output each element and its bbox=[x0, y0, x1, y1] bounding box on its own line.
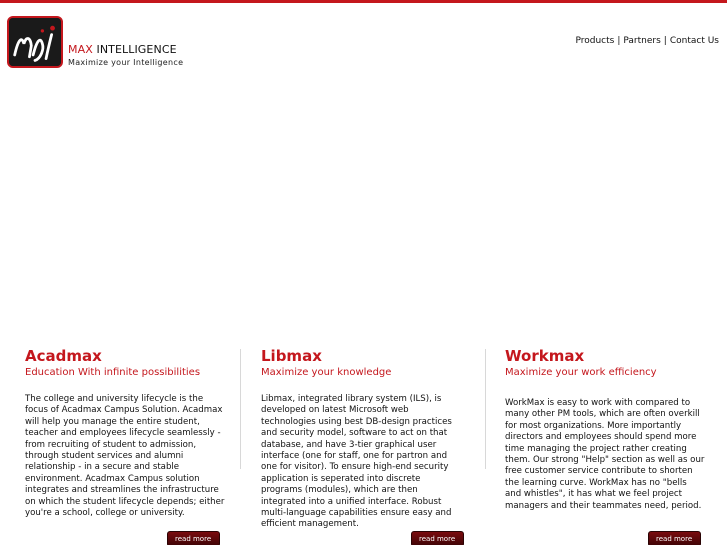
product-subtitle: Education With infinite possibilities bbox=[25, 367, 201, 378]
brand-name-part2: INTELLIGENCE bbox=[96, 43, 177, 56]
nav-separator: | bbox=[617, 36, 621, 46]
product-subtitle: Maximize your knowledge bbox=[261, 367, 392, 378]
product-title: Acadmax bbox=[25, 347, 102, 365]
product-libmax bbox=[261, 347, 463, 531]
logo-icon[interactable] bbox=[7, 16, 63, 68]
product-acadmax bbox=[25, 347, 225, 519]
brand-tagline: Maximize your Intelligence bbox=[68, 58, 184, 67]
top-navigation bbox=[575, 36, 719, 46]
product-title: Libmax bbox=[261, 347, 322, 365]
product-workmax bbox=[505, 347, 705, 512]
nav-contact-link[interactable]: Contact Us bbox=[669, 36, 719, 46]
brand-name-part1: MAX bbox=[68, 43, 93, 56]
acadmax-read-more-button[interactable]: read more bbox=[167, 531, 220, 545]
nav-products-link[interactable]: Products bbox=[575, 36, 615, 46]
nav-separator: | bbox=[663, 36, 667, 46]
product-description: WorkMax is easy to work with compared to many other PM tools, which are often overkill for most organizations. More importantly directors and employees should spend more time managing the project rather creating them. Our strong "Help" section as well as our free customer service contribute to shorten the learning curve. WorkMax has no "bells and whistles", it has what we feel project managers and their teammates need, period. bbox=[505, 398, 705, 511]
top-accent-bar bbox=[0, 0, 727, 3]
libmax-read-more-button[interactable]: read more bbox=[411, 531, 464, 545]
nav-partners-link[interactable]: Partners bbox=[623, 36, 661, 46]
product-description: Libmax, integrated library system (ILS), is developed on latest Microsoft web technologies using best DB-design practices and security model, software to act on that database, and have 3-tier graphical user interface (one for staff, one for partron and one for visitor). To ensure high-end security application is seperated into discrete programs (modules), which are then integrated into a unified interface. Robust multi-language capabilities ensure easy and efficient management. bbox=[261, 394, 452, 530]
brand-name bbox=[68, 44, 177, 56]
logo-mark bbox=[9, 18, 61, 66]
product-title: Workmax bbox=[505, 347, 585, 365]
product-subtitle: Maximize your work efficiency bbox=[505, 367, 657, 378]
workmax-read-more-button[interactable]: read more bbox=[648, 531, 701, 545]
column-divider bbox=[485, 349, 486, 469]
product-description: The college and university lifecycle is the focus of Acadmax Campus Solution. Acadmax will help you manage the entire student, teacher and employees lifecycle seamlessly - from recruiting of student to admission, through student services and alumni relationship - in a secure and stable environment. Acadmax Campus solution integrates and streamlines the infrastructure on which the student lifecycle depends; either you're a school, college or university. bbox=[25, 394, 225, 519]
column-divider bbox=[240, 349, 241, 469]
